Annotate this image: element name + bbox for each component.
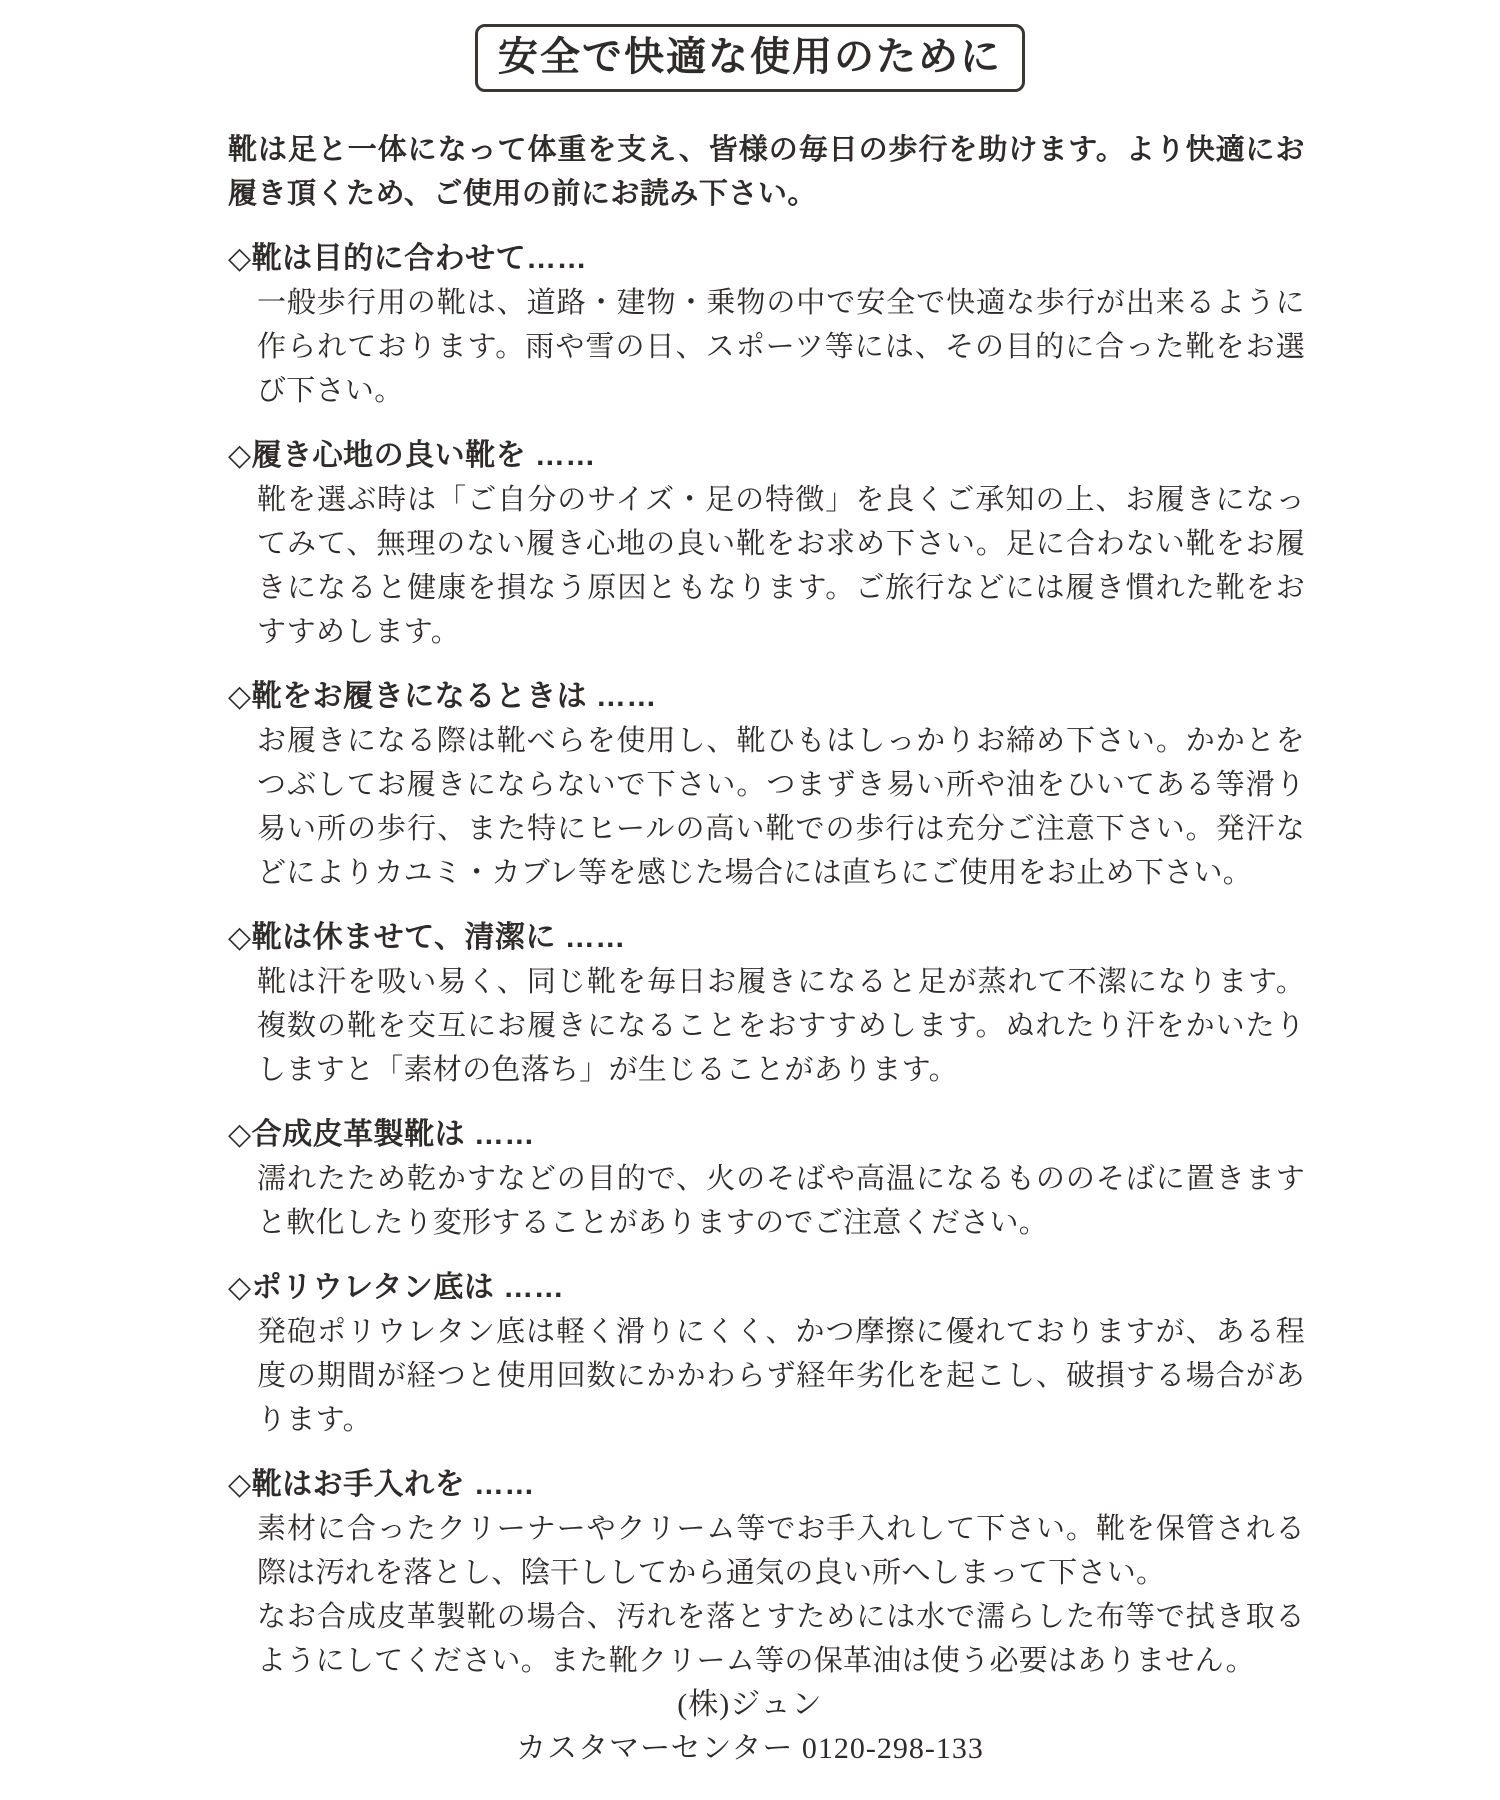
section — [228, 916, 1305, 1092]
section-heading: ◇靴をお履きになるときは …… — [228, 680, 657, 713]
section-paragraph: 靴は汗を吸い易く、同じ靴を毎日お履きになると足が蒸れて不潔になります。複数の靴を交互にお履きになることをおすすめします。ぬれたり汗をかいたりしますと「素材の色落ち」が生じることがあります。 — [257, 966, 1305, 1086]
section-paragraph: 発砲ポリウレタン底は軽く滑りにくく、かつ摩擦に優れておりますが、ある程度の期間が経つと使用回数にかかわらず経年劣化を起こし、破損する場合があります。 — [257, 1316, 1305, 1436]
footer — [195, 1683, 1305, 1785]
section-paragraph: 靴を選ぶ時は「ご自分のサイズ・足の特徴」を良くご承知の上、お履きになってみて、無理のない履き心地の良い靴をお求め下さい。足に合わない靴をお履きになると健康を損なう原因ともなります。ご旅行などには履き慣れた靴をおすすめします。 — [257, 484, 1305, 648]
section-heading: ◇履き心地の良い靴を …… — [228, 439, 596, 472]
page-title: 安全で快適な使用のために — [475, 24, 1025, 92]
intro-paragraph: 靴は足と一体になって体重を支え、皆様の毎日の歩行を助けます。より快適にお履き頂くため、ご使用の前にお読み下さい。 — [228, 134, 1305, 210]
section — [228, 1266, 1305, 1442]
section — [228, 1113, 1305, 1245]
section-paragraph: 一般歩行用の靴は、道路・建物・乗物の中で安全で快適な歩行が出来るように作られております。雨や雪の日、スポーツ等には、その目的に合った靴をお選び下さい。 — [257, 287, 1305, 407]
footer-customer-center: カスタマーセンター 0120-298-133 — [516, 1732, 984, 1765]
section-paragraph: 素材に合ったクリーナーやクリーム等でお手入れして下さい。靴を保管される際は汚れを落とし、陰干ししてから通気の良い所へしまって下さい。 — [257, 1513, 1305, 1589]
section — [228, 237, 1305, 413]
footer-company: (株)ジュン — [677, 1688, 823, 1721]
sections-list — [228, 216, 1305, 1683]
section-paragraph: お履きになる際は靴べらを使用し、靴ひもはしっかりお締め下さい。かかとをつぶしてお履きにならないで下さい。つまずき易い所や油をひいてある等滑り易い所の歩行、また特にヒールの高い靴での歩行は充分ご注意下さい。発汗などによりカユミ・カブレ等を感じた場合には直ちにご使用をお止め下さい。 — [257, 725, 1305, 889]
section-heading: ◇靴は休ませて、清潔に …… — [228, 921, 626, 954]
section — [228, 1463, 1305, 1683]
section-paragraph: なお合成皮革製靴の場合、汚れを落とすためには水で濡らした布等で拭き取るようにしてください。また靴クリーム等の保革油は使う必要はありません。 — [257, 1601, 1305, 1677]
section-heading: ◇靴は目的に合わせて…… — [228, 242, 588, 275]
section-heading: ◇ポリウレタン底は …… — [228, 1271, 565, 1304]
section — [228, 675, 1305, 895]
section-heading: ◇靴はお手入れを …… — [228, 1468, 535, 1501]
section — [228, 434, 1305, 654]
section-heading: ◇合成皮革製靴は …… — [228, 1118, 535, 1151]
section-paragraph: 濡れたため乾かすなどの目的で、火のそばや高温になるもののそばに置きますと軟化したり変形することがありますのでご注意ください。 — [257, 1163, 1305, 1239]
title-box-wrap — [475, 24, 1025, 92]
